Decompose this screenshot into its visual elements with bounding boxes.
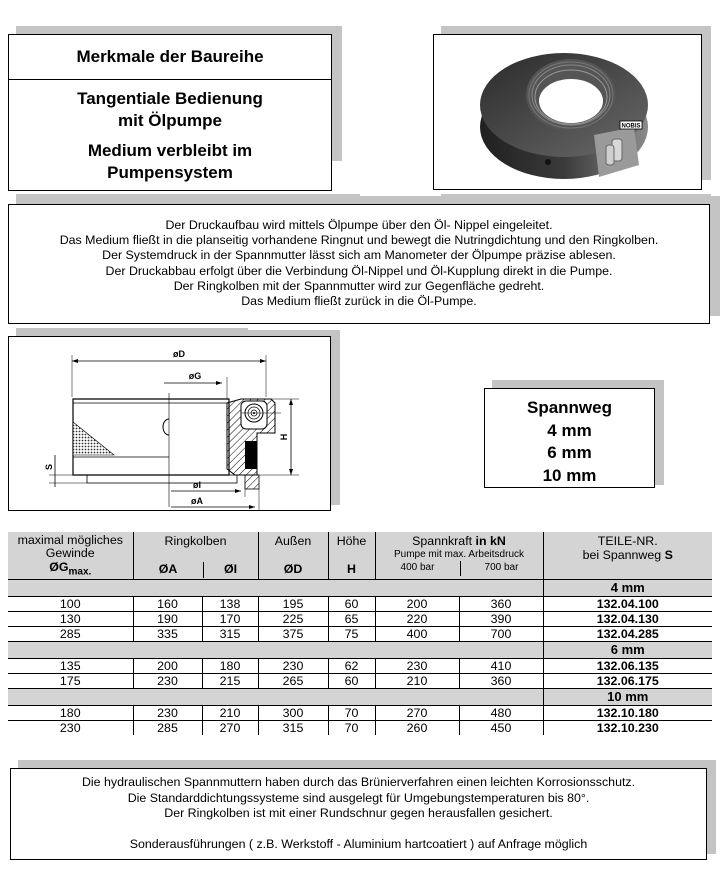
group-row-10mm: 10 mm <box>8 688 712 705</box>
feature-line: Pumpensystem <box>107 163 233 182</box>
description-line: Der Druckabbau erfolgt über die Verbindung Öl-Nippel und Öl-Kupplung direkt in die Pumpe. <box>105 263 613 278</box>
label-diameter-A: øA <box>191 496 203 506</box>
feature-line: Tangentiale Bedienung <box>77 89 263 108</box>
table-row: 175 230 215 265 60 210 360 132.06.175 <box>8 673 712 688</box>
header-aussen: Außen ØD <box>258 532 328 579</box>
spannweg-box <box>484 388 655 488</box>
description-line: Der Systemdruck in der Spannmutter lässt sich am Manometer der Ölpumpe präzise ablesen. <box>102 248 616 263</box>
label-diameter-I: øI <box>193 480 201 490</box>
header-gewinde: maximal mögliches Gewinde $ØG_{max.}$ <box>8 532 133 579</box>
spannweg-title: Spannweg <box>526 398 612 417</box>
note-line: Der Ringkolben ist mit einer Rundschnur gegen herausfallen gesichert. <box>164 806 553 820</box>
header-hoehe: Höhe H <box>328 532 375 579</box>
spannweg-value: 6 mm <box>547 443 592 462</box>
technical-drawing <box>8 336 331 511</box>
header-spannkraft: Spannkraft in kN Pumpe mit max. Arbeitsdruck 400 bar 700 bar <box>375 532 543 579</box>
label-diameter-D: øD <box>173 349 185 359</box>
group-row-6mm: 6 mm <box>8 641 712 658</box>
special-versions-note: Sonderausführungen ( z.B. Werkstoff - Aluminium hartcoatiert ) auf Anfrage möglich <box>129 836 588 851</box>
table-row: 230 285 270 315 70 260 450 132.10.230 <box>8 720 712 735</box>
table-row: 100 160 138 195 60 200 360 132.04.100 <box>8 596 712 611</box>
spannweg-value: 4 mm <box>547 420 592 440</box>
description-line: Der Druckaufbau wird mittels Ölpumpe über den Öl- Nippel eingeleitet. <box>165 218 553 232</box>
feature-line: mit Ölpumpe <box>118 111 222 130</box>
table-row: 135 200 180 230 62 230 410 132.06.135 <box>8 658 712 673</box>
header-ringkolben: Ringkolben ØA ØI <box>133 532 258 579</box>
label-stroke-S: S <box>44 463 54 471</box>
description-line: Das Medium fließt in die planseitig vorhandene Ringnut und bewegt die Nutringdichtung und den Ringkolben. <box>59 233 659 248</box>
brand-label: NOBIS <box>621 123 641 130</box>
group-row-4mm: 4 mm <box>8 579 712 596</box>
feature-line: Medium verbleibt im <box>87 141 253 160</box>
description-line: Das Medium fließt zurück in die Öl-Pumpe. <box>241 294 477 309</box>
features-box <box>8 34 332 191</box>
label-diameter-G: øG <box>188 371 202 381</box>
spec-table <box>8 532 712 735</box>
features-title: Merkmale der Baureihe <box>9 35 331 80</box>
header-teile-nr: TEILE-NR. bei Spannweg S <box>543 532 712 579</box>
spannweg-value: 10 mm <box>542 465 597 485</box>
table-row: 180 230 210 300 70 270 480 132.10.180 <box>8 705 712 720</box>
table-row: 130 190 170 225 65 220 390 132.04.130 <box>8 611 712 626</box>
description-line: Der Ringkolben mit der Spannmutter wird zur Gegenfläche gedreht. <box>173 278 545 293</box>
note-line: Die Standarddichtungssysteme sind ausgelegt für Umgebungstemperaturen bis 80°. <box>127 790 590 805</box>
table-row: 285 335 315 375 75 400 700 132.04.285 <box>8 626 712 641</box>
clamping-nut-image <box>434 35 702 190</box>
description-box <box>8 204 710 324</box>
product-photo <box>433 34 702 190</box>
table-header-row <box>8 532 712 579</box>
notes-box <box>10 768 707 860</box>
cross-section-drawing <box>9 337 331 511</box>
label-height-H: H <box>279 433 289 441</box>
note-line: Die hydraulischen Spannmuttern haben durch das Brünierverfahren einen leichten Korrosionsschutz. <box>81 775 636 789</box>
